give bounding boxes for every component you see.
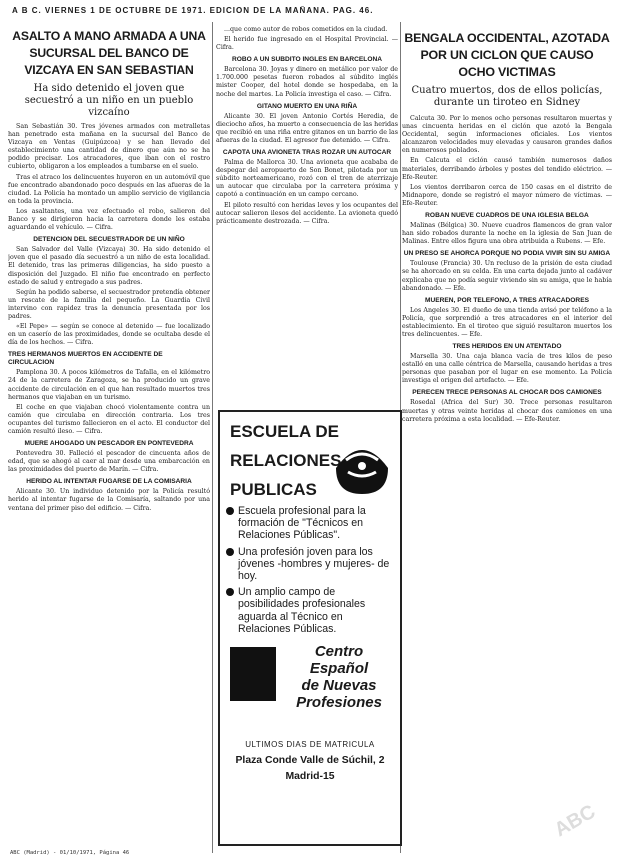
ad-bullet-item: [238, 546, 392, 583]
subhead-attack: TRES HERIDOS EN UN ATENTADO: [452, 343, 562, 351]
bullet-icon: [226, 588, 234, 596]
article-paragraph: Los vientos derribaron cerca de 150 casas en el distrito de Midnapore, donde se registró el mayor número de víctimas. — Efe-Reuter.: [402, 183, 612, 207]
article-paragraph: San Sebastián 30. Tres jóvenes armados con metralletas han penetrado esta mañana en la sucursal del Banco de Vizcaya en Ventas (Guipúzcoa) y se han llevado del establecimiento una cantidad de dinero que aún no se ha podido precisar. Los atracadores, que iban con el rostro cubierto, obligaron a los empleados a tumbarse en el suelo.: [8, 123, 210, 171]
ad-center-logo: [228, 643, 392, 735]
article-paragraph: El piloto resultó con heridas leves y los ocupantes del autocar salieron ilesos del accidente. La avioneta quedó prácticamente destrozada. — Cifra.: [216, 201, 398, 225]
ad-bullet-text: Un amplio campo de posibilidades profesionales aguarda al Técnico en Relaciones Públicas.: [238, 586, 366, 635]
subhead-robbery-english: ROBO A UN SUBDITO INGLES EN BARCELONA: [232, 56, 382, 64]
article-paragraph: Los asaltantes, una vez efectuado el robo, salieron del Banco y se dirigieron hacia la carretera donde les estaba aguardando el vehículo. — Cifra.: [8, 207, 210, 232]
article-paragraph: Alicante 30. El joven Antonio Cortés Heredia, de dieciocho años, ha muerto a consecuencia de las heridas que recibió en una riña entre gitanos en un barrio de las afueras de la ciudad. El agresor fue detenido. — Cifra.: [216, 112, 398, 144]
article-paragraph: Pamplona 30. A pocos kilómetros de Tafalla, en el kilómetro 24 de la carretera de Zaragoza, se ha producido un grave accidente de circulación en el que han resultado muertos tres hermanos que viajaban en un turismo.: [8, 369, 210, 401]
article-paragraph: ...que como autor de robos cometidos en la ciudad.: [224, 26, 388, 33]
article-paragraph: El herido fue ingresado en el Hospital Provincial. — Cifra.: [216, 36, 398, 52]
subhead-gypsy: GITANO MUERTO EN UNA RIÑA: [256, 102, 358, 110]
article-paragraph: Palma de Mallorca 30. Una avioneta que acababa de despegar del aeropuerto de Son Bonet, pilotada por un súbdito norteamericano, rozó con el tren de aterrizaje un autocar que circulaba por la carretera próxima y capotó a continuación en un campo cercano.: [216, 159, 398, 199]
article-paragraph: Alicante 30. Un individuo detenido por la Policía resultó herido al intentar fugarse de la Comisaría, saltando por una ventana del primer piso del edificio. — Cifra.: [8, 488, 210, 512]
column-2: [216, 22, 398, 406]
subhead-robbers: MUEREN, POR TELEFONO, A TRES ATRACADORES: [425, 296, 589, 304]
article-paragraph: Los Angeles 30. El dueño de una tienda avisó por teléfono a la Policía, que sorprendió a tres atracadores en el interior del establecimiento. En el tiroteo que siguió resultaron muertos los tres delincuentes. — Efe.: [402, 306, 612, 338]
ad-center-line: Profesiones: [296, 694, 382, 712]
article-paragraph: Tras el atraco los delincuentes huyeron en un automóvil que fue encontrado abandonado poco después en las afueras de la ciudad. La Policía ha montado un amplio servicio de vigilancia en toda la provincia.: [8, 173, 210, 205]
ad-bullet-item: [238, 586, 392, 635]
ad-center-line: Centro: [314, 643, 364, 661]
page-credit: ABC (Madrid) - 01/10/1971, Página 46: [10, 850, 130, 856]
running-head: A B C. VIERNES 1 DE OCTUBRE DE 1971. EDICION DE LA MAÑANA. PAG. 46.: [12, 6, 374, 15]
subhead-plane: CAPOTA UNA AVIONETA TRAS ROZAR UN AUTOCAR: [222, 149, 392, 157]
subhead-escape: HERIDO AL INTENTAR FUGARSE DE LA COMISARIA: [26, 478, 192, 486]
ad-address: Plaza Conde Valle de Súchil, 2: [235, 755, 385, 767]
ad-bullet-text: Escuela profesional para la formación de "Técnicos en Relaciones Públicas".: [238, 505, 366, 542]
ad-bullet-item: [238, 505, 392, 542]
globe-logo-icon: [332, 438, 392, 496]
ad-title-line: ESCUELA DE: [230, 422, 339, 441]
advertisement-school: [218, 410, 402, 846]
bullet-icon: [226, 507, 234, 515]
ad-bullet-text: Una profesión joven para los jóvenes -hombres y mujeres- de hoy.: [238, 545, 390, 583]
subhead-prisoner: UN PRESO SE AHORCA PORQUE NO PODIA VIVIR SIN SU AMIGA: [403, 250, 611, 258]
subhead-trucks: PERECEN TRECE PERSONAS AL CHOCAR DOS CAMIONES: [412, 389, 602, 397]
subhead-brothers: TRES HERMANOS MUERTOS EN ACCIDENTE DE CIRCULACION: [8, 351, 163, 367]
column-1: [8, 22, 210, 852]
headline-bank-robbery: ASALTO A MANO ARMADA A UNA SUCURSAL DEL BANCO DE VIZCAYA EN SAN SEBASTIAN: [12, 29, 206, 77]
subhead-paintings: ROBAN NUEVE CUADROS DE UNA IGLESIA BELGA: [425, 212, 589, 220]
ad-center-name: [280, 643, 398, 711]
article-paragraph: El coche en que viajaban chocó violentamente contra un camión que circulaba en dirección contraria. Los tres ocupantes del turismo fallecieron en el acto. El conductor del camión resultó ileso. — Cifra.: [8, 403, 210, 435]
article-paragraph: Barcelona 30. Joyas y dinero en metálico por valor de 1.700.000 pesetas fueron robados al súbdito inglés mister Cooper, del hotel donde se hospedaba, en la noche del martes. La Policía investiga el caso. — Cifra.: [216, 66, 398, 98]
ad-center-line: Español: [309, 660, 369, 678]
article-paragraph: Rosedal (Africa del Sur) 30. Trece personas resultaron muertas y otras veinte heridas al chocar dos camiones en una carretera próxima a esta localidad. — Efe-Reuter.: [402, 399, 612, 423]
subhead-kidnapper: DETENCION DEL SECUESTRADOR DE UN NIÑO: [33, 236, 185, 244]
article-paragraph: Calcuta 30. Por lo menos ocho personas resultaron muertas y unas cincuenta heridas en el ciclón que azotó la Bengala Occidental, según informaciones oficiales. Los vientos alcanzaron velocidades muy elevadas y causaron grandes daños en numerosos poblados.: [402, 115, 612, 155]
column-3: [402, 22, 612, 842]
bullet-icon: [226, 548, 234, 556]
article-paragraph: Según ha podido saberse, el secuestrador pretendía obtener un rescate de la familia del pequeño. La Guardia Civil intervino con rapidez tras la denuncia presentada por los padres.: [8, 288, 210, 320]
article-paragraph: Toulouse (Francia) 30. Un recluso de la prisión de esta ciudad se ha ahorcado en su celda. En una carta dejada junto al cadáver explicaba que no podía seguir viviendo sin su amiga, que le había abandonado. — Efe.: [402, 260, 612, 292]
ad-title-line: PUBLICAS: [230, 480, 317, 499]
watermark-logo: ABC: [550, 800, 600, 842]
headline-cyclone: BENGALA OCCIDENTAL, AZOTADA POR UN CICLON QUE CAUSO OCHO VICTIMAS: [404, 31, 610, 79]
article-paragraph: «El Pepe» — según se conoce al detenido — fue localizado en un caserío de las proximidades, donde se ocultaba desde el día de los hechos. — Cifra.: [8, 323, 210, 347]
column-rule: [212, 22, 213, 853]
deck-sydney: Cuatro muertos, dos de ellos policías, durante un tiroteo en Sidney: [411, 85, 603, 108]
article-paragraph: Malinas (Bélgica) 30. Nueve cuadros flamencos de gran valor han sido robados durante la noche en la iglesia de San Juan de Malinas. Entre ellos figura una obra atribuida a Rubens. — Efe.: [402, 222, 612, 246]
subhead-fisherman: MUERE AHOGADO UN PESCADOR EN PONTEVEDRA: [24, 440, 194, 448]
article-paragraph: En Calcuta el ciclón causó también numerosos daños materiales, derribando árboles y postes del tendido eléctrico. — Efe-Reuter.: [402, 157, 612, 181]
ad-enrollment-note: ULTIMOS DIAS DE MATRICULA: [245, 740, 375, 750]
ad-center-line: de Nuevas: [301, 677, 377, 695]
ad-title-line: RELACIONES: [230, 451, 342, 470]
deck-kidnapper: Ha sido detenido el joven que secuestró a un niño en un pueblo vizcaíno: [24, 83, 194, 118]
article-paragraph: Pontevedra 30. Falleció el pescador de cincuenta años de edad, que se ahogó al caer al mar desde una embarcación en las proximidades del puerto de Marín. — Cifra.: [8, 450, 210, 474]
article-paragraph: San Salvador del Valle (Vizcaya) 30. Ha sido detenido el joven que el pasado día secuestró a un niño de esta localidad. El detenido, tras las primeras diligencias, ha sido puesto a disposición del Juzgado. El niño fue encontrado en perfecto estado de salud y entregado a sus padres.: [8, 246, 210, 286]
center-mark-icon: [230, 647, 276, 701]
ad-city: Madrid-15: [285, 771, 335, 783]
article-paragraph: Marsella 30. Una caja blanca vacía de tres kilos de peso estalló en una calle céntrica de Marsella, causando heridas a tres personas que pasaban por el lugar en ese momento. La Policía investiga el origen del artefacto. — Efe.: [402, 353, 612, 385]
